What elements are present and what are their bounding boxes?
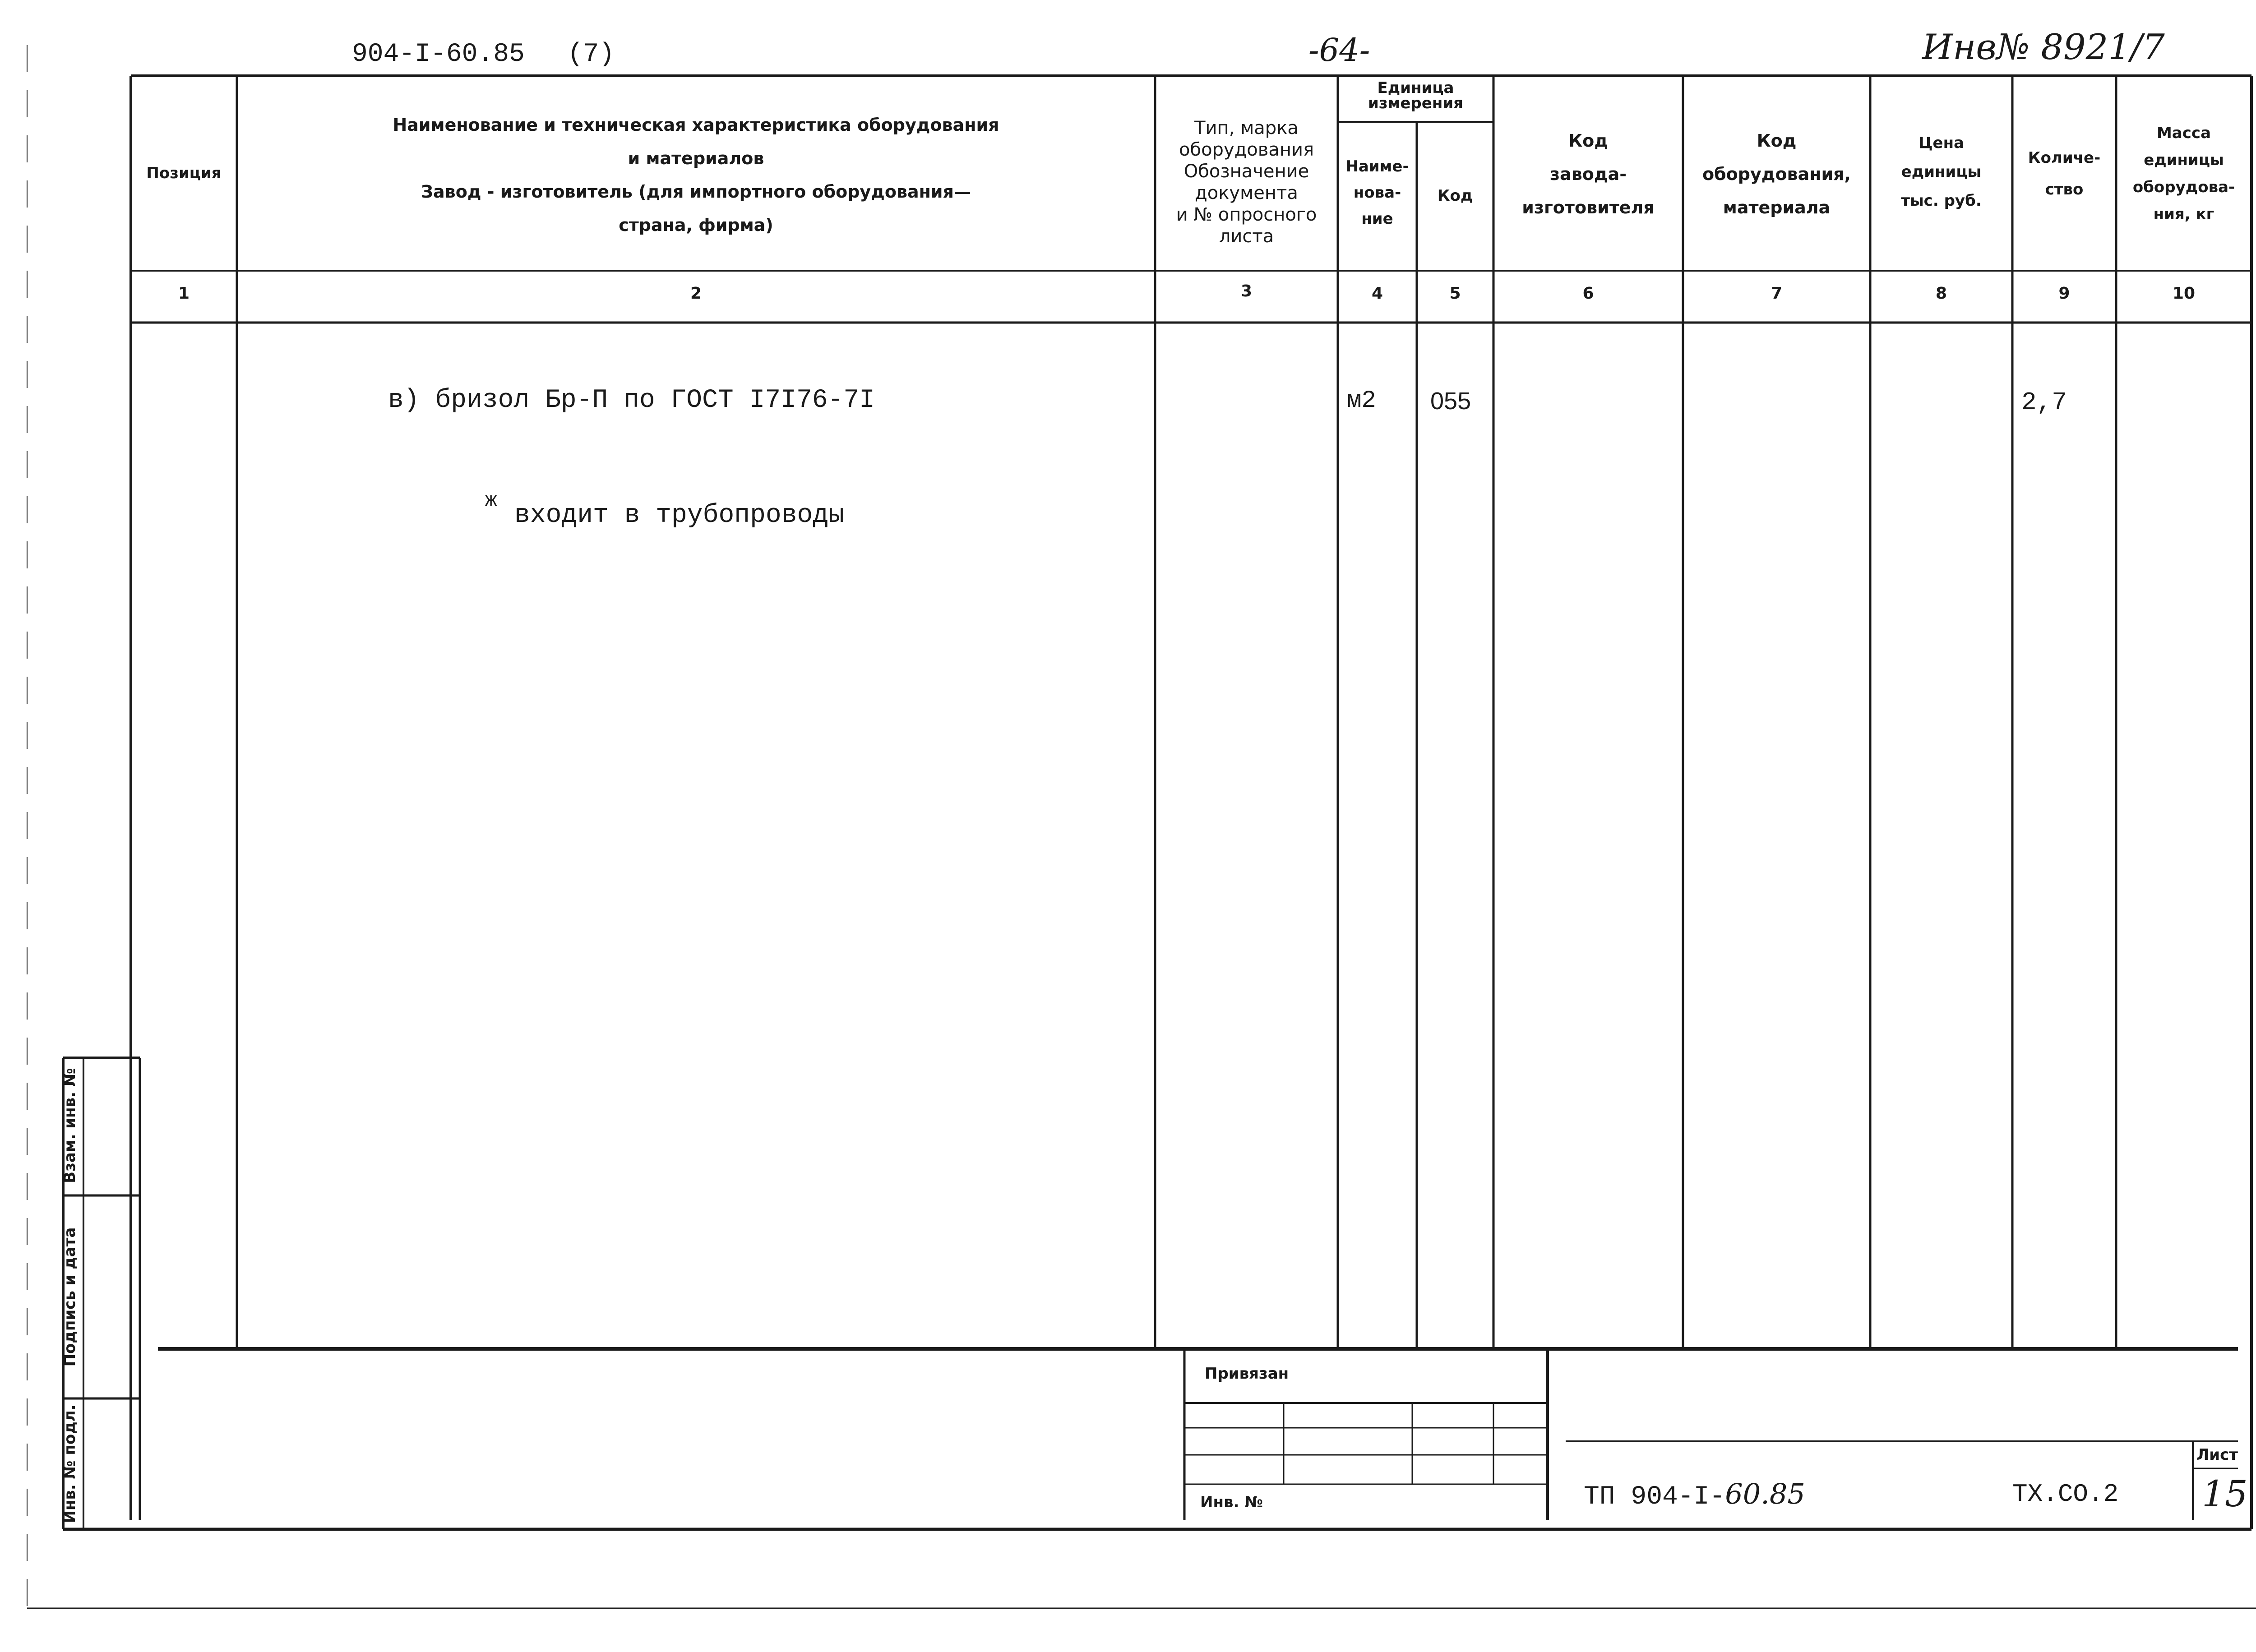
designation-prefix: ТП 904-I- — [1584, 1482, 1725, 1512]
stamp-replaced-inv: Взам. инв. № — [61, 1068, 79, 1183]
header-unit-mass: Масса единицы оборудова- ния, кг — [2132, 124, 2235, 223]
column-number-6: 6 — [1582, 284, 1594, 303]
table-row-unit-code: 055 — [1430, 388, 1471, 415]
sheet-label: Лист — [2196, 1446, 2238, 1464]
footnote-mark: ж — [485, 489, 497, 512]
bound-label: Привязан — [1205, 1365, 1289, 1383]
top-left-code — [352, 40, 615, 69]
column-number-10: 10 — [2172, 284, 2196, 303]
sheet-number: 15 — [2202, 1473, 2248, 1515]
column-number-2: 2 — [690, 284, 702, 303]
table-row-unit: м2 — [1347, 387, 1376, 415]
designation-hand: 60.85 — [1725, 1477, 1805, 1510]
header-unit-code: Код — [1437, 187, 1473, 205]
stamp-inv-original: Инв. № подл. — [61, 1404, 79, 1523]
page-number: -64- — [1308, 32, 1370, 69]
inventory-number: Инв№ 8921/7 — [1922, 27, 2165, 68]
header-position: Позиция — [146, 164, 222, 182]
table-row-name: в) бризол Бр-П по ГОСТ I7I76-7I — [388, 386, 875, 415]
footnote-text: входит в трубопроводы — [514, 501, 844, 530]
sheet-code: ТХ.СО.2 — [2012, 1480, 2119, 1509]
header-manufacturer-code: Код завода- изготовителя — [1522, 131, 1655, 217]
inv-label: Инв. № — [1200, 1493, 1263, 1511]
column-number-5: 5 — [1449, 284, 1461, 303]
header-unit-name: Наиме- нова- ние — [1345, 157, 1409, 228]
column-number-4: 4 — [1371, 284, 1383, 303]
column-number-8: 8 — [1935, 284, 1947, 303]
column-number-3: 3 — [1240, 282, 1253, 300]
header-unit-group: Единица измерения — [1368, 79, 1463, 112]
header-equipment-code: Код оборудования, материала — [1702, 131, 1851, 217]
designation — [1584, 1477, 1805, 1512]
header-type — [1155, 96, 1338, 269]
header-unit-price: Цена единицы тыс. руб. — [1901, 134, 1982, 210]
column-number-7: 7 — [1771, 284, 1783, 303]
header-name: Наименование и техническая характеристика оборудования и материалов Завод - изготовитель (для импортного оборудования— страна, фирма) — [393, 115, 999, 235]
column-number-1: 1 — [178, 284, 190, 303]
document-code-suffix: (7) — [567, 40, 615, 69]
table-row-quantity: 2,7 — [2021, 388, 2067, 417]
stamp-signature-date: Подпись и дата — [61, 1227, 79, 1367]
column-number-9: 9 — [2058, 284, 2070, 303]
header-type-text: Тип, марка оборудования Обозначение документа и № опросного листа — [1176, 118, 1317, 247]
header-quantity: Количе- ство — [2028, 149, 2101, 198]
document-code: 904-I-60.85 — [352, 40, 525, 69]
